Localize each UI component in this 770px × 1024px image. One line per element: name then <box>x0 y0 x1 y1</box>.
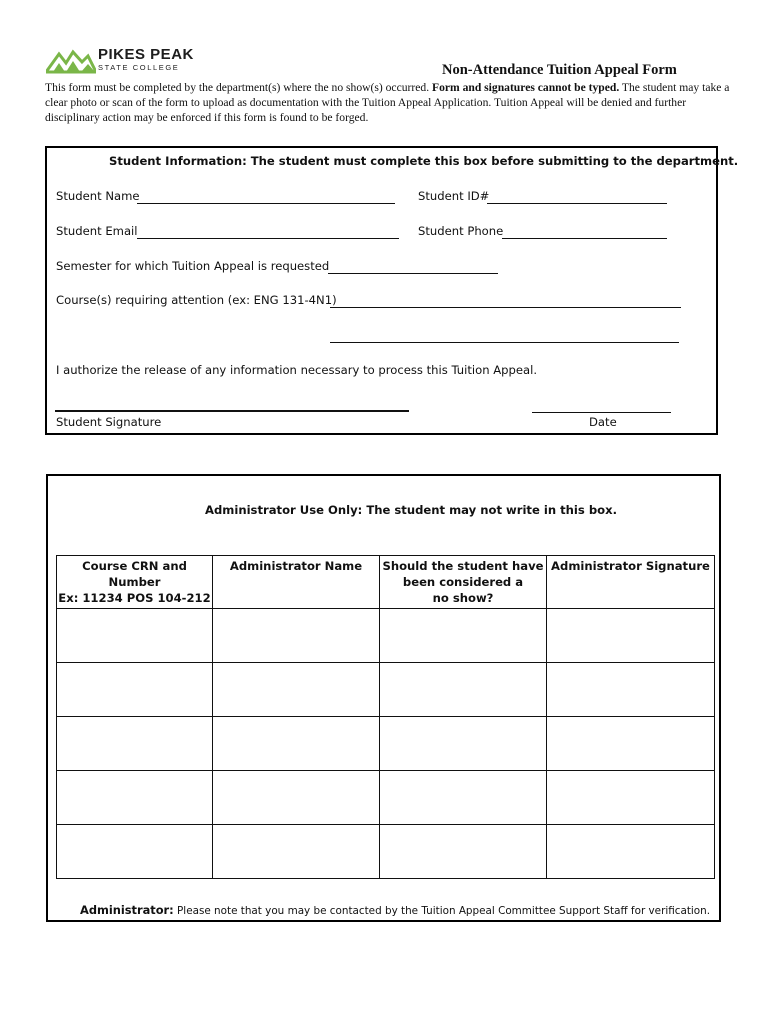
student-box-heading: Student Information: The student must complete this box before submitting to the department. <box>109 154 739 168</box>
table-row <box>57 825 715 879</box>
admin-box-heading: Administrator Use Only: The student may not write in this box. <box>205 503 617 517</box>
table-cell[interactable] <box>380 825 547 879</box>
courses-field-line-1[interactable] <box>330 307 681 308</box>
authorization-statement: I authorize the release of any information necessary to process this Tuition Appeal. <box>56 363 538 377</box>
table-cell[interactable] <box>547 771 715 825</box>
semester-field[interactable] <box>328 273 498 274</box>
college-logo <box>46 48 196 74</box>
student-id-label: Student ID# <box>418 189 490 203</box>
table-row <box>57 609 715 663</box>
table-row <box>57 663 715 717</box>
admin-table-header-row <box>57 556 715 609</box>
student-information-box <box>45 146 718 435</box>
administrator-note <box>80 903 710 917</box>
logo-subtitle: STATE COLLEGE <box>98 63 180 72</box>
table-cell[interactable] <box>213 609 380 663</box>
date-line[interactable] <box>532 412 671 413</box>
intro-paragraph <box>45 80 735 125</box>
student-signature-line[interactable] <box>55 410 409 412</box>
header-administrator-signature: Administrator Signature <box>547 556 715 609</box>
student-phone-label: Student Phone <box>418 224 504 238</box>
header-no-show-question: Should the student have been considered a no show? <box>380 556 547 609</box>
mountain-logo-icon <box>46 48 96 74</box>
student-signature-label: Student Signature <box>56 415 162 429</box>
intro-text-1: This form must be completed by the department(s) where the no show(s) occurred. <box>45 81 432 94</box>
table-cell[interactable] <box>380 717 547 771</box>
administrator-note-label: Administrator: <box>80 903 174 917</box>
table-cell[interactable] <box>547 825 715 879</box>
table-cell[interactable] <box>213 717 380 771</box>
administrator-note-text: Please note that you may be contacted by the Tuition Appeal Committee Support Staff for verification. <box>173 905 711 917</box>
table-cell[interactable] <box>57 717 213 771</box>
student-email-field[interactable] <box>137 238 399 239</box>
table-cell[interactable] <box>57 663 213 717</box>
student-phone-field[interactable] <box>502 238 667 239</box>
table-cell[interactable] <box>547 717 715 771</box>
courses-label: Course(s) requiring attention (ex: ENG 131-4N1) <box>56 293 337 307</box>
table-cell[interactable] <box>547 609 715 663</box>
student-email-label: Student Email <box>56 224 138 238</box>
table-cell[interactable] <box>213 771 380 825</box>
table-cell[interactable] <box>547 663 715 717</box>
table-cell[interactable] <box>380 771 547 825</box>
student-name-label: Student Name <box>56 189 140 203</box>
intro-text-2: The student may take a clear photo or scan of the form to upload as documentation with the Tuition Appeal Application. Tuition Appeal will be denied and further disciplinary action may be enforced if this form is found to be forged. <box>45 81 730 124</box>
table-cell[interactable] <box>380 609 547 663</box>
table-cell[interactable] <box>213 825 380 879</box>
header-administrator-name: Administrator Name <box>213 556 380 609</box>
table-cell[interactable] <box>57 771 213 825</box>
courses-field-line-2[interactable] <box>330 342 679 343</box>
table-row <box>57 771 715 825</box>
student-id-field[interactable] <box>487 203 667 204</box>
student-name-field[interactable] <box>137 203 395 204</box>
table-cell[interactable] <box>213 663 380 717</box>
date-label: Date <box>589 415 617 429</box>
admin-table <box>56 555 715 879</box>
table-cell[interactable] <box>380 663 547 717</box>
table-cell[interactable] <box>57 825 213 879</box>
form-title: Non-Attendance Tuition Appeal Form <box>442 62 677 78</box>
intro-bold-warning: Form and signatures cannot be typed. <box>432 81 620 94</box>
header-course-crn: Course CRN and Number Ex: 11234 POS 104-212 <box>57 556 213 609</box>
logo-name: PIKES PEAK <box>98 46 194 63</box>
table-row <box>57 717 715 771</box>
table-cell[interactable] <box>57 609 213 663</box>
semester-label: Semester for which Tuition Appeal is requested <box>56 259 330 273</box>
